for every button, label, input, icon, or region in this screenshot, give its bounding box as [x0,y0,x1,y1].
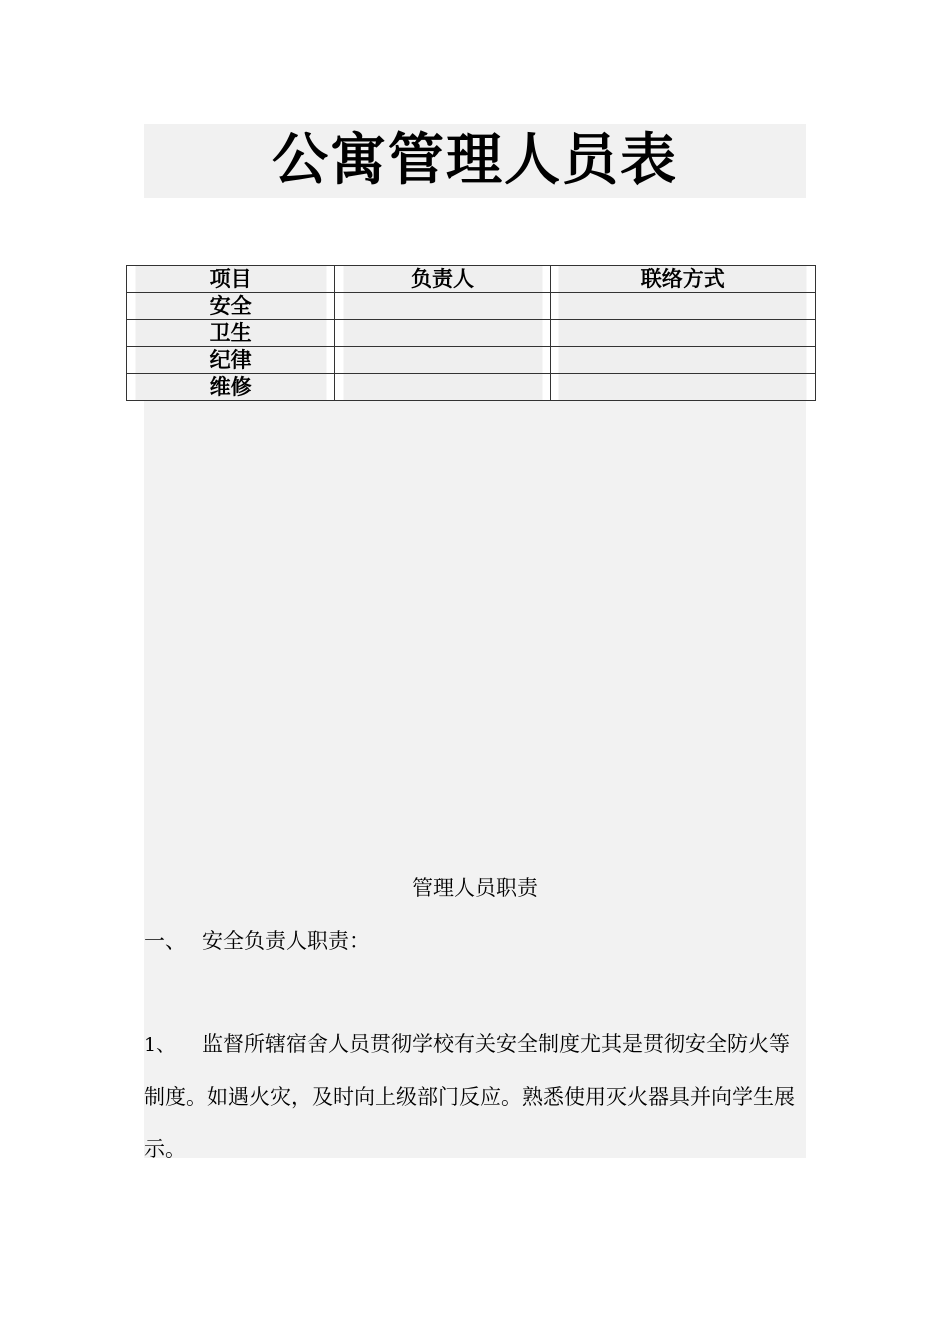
paragraph-number: 1、 [144,1034,176,1056]
row-owner-cell [335,320,550,347]
row-item-cell: 维修 [127,374,335,401]
row-item-cell: 纪律 [127,347,335,374]
row-owner-cell [335,347,550,374]
staff-table [126,265,816,401]
row-contact-cell [550,347,815,374]
row-contact-cell [550,374,815,401]
section-title: 管理人员职责 [412,876,538,900]
paragraph-text: 监督所辖宿舍人员贯彻学校有关安全制度尤其是贯彻安全防火等制度。如遇火灾，及时向上级部门反应。熟悉使用灭火器具并向学生展示。 [144,1032,795,1161]
row-item-cell: 卫生 [127,320,335,347]
page-title: 公寓管理人员表 [272,128,678,193]
header-owner: 负责人 [335,266,550,293]
row-owner-cell [335,293,550,320]
header-item: 项目 [127,266,335,293]
row-contact-cell [550,293,815,320]
table-row [127,320,816,347]
row-contact-cell [550,320,815,347]
duty-paragraph [144,1018,806,1175]
subsection-text: 安全负责人职责： [202,929,370,953]
title-band [144,124,806,198]
table-row [127,293,816,320]
row-item-cell: 安全 [127,293,335,320]
table-header-row [127,266,816,293]
subsection-heading [144,925,370,955]
header-contact: 联络方式 [550,266,815,293]
row-owner-cell [335,374,550,401]
table-row [127,347,816,374]
subsection-number: 一、 [144,929,186,953]
table-row [127,374,816,401]
